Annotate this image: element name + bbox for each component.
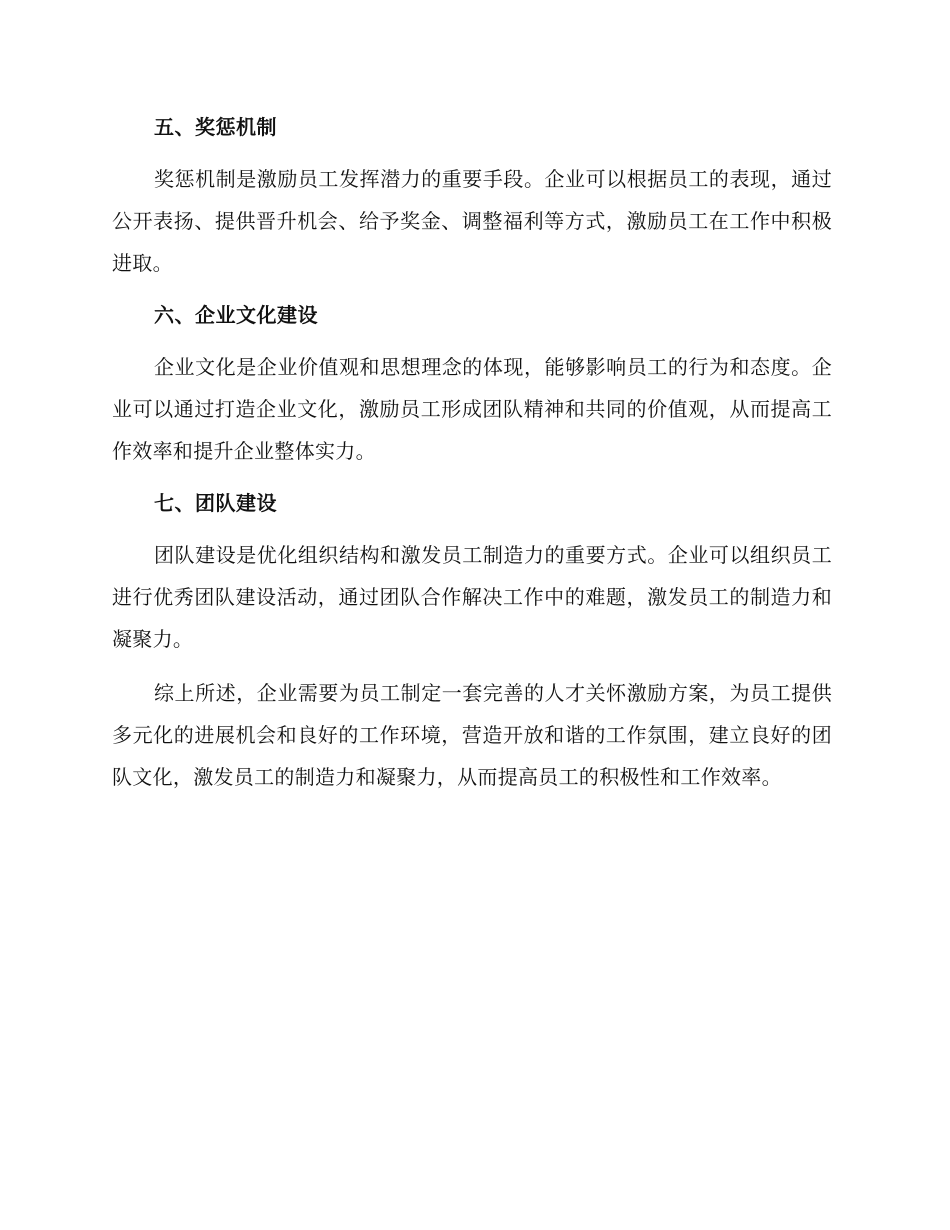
section-heading-rewards: 五、奖惩机制 [154, 115, 277, 139]
section-paragraph-culture: 企业文化是企业价值观和思想理念的体现，能够影响员工的行为和态度。企业可以通过打造企业文化，激励员工形成团队精神和共同的价值观，从而提高工作效率和提升企业整体实力。 [112, 355, 832, 463]
section-paragraph-rewards: 奖惩机制是激励员工发挥潜力的重要手段。企业可以根据员工的表现，通过公开表扬、提供晋升机会、给予奖金、调整福利等方式，激励员工在工作中积极进取。 [112, 167, 832, 275]
conclusion-paragraph: 综上所述，企业需要为员工制定一套完善的人才关怀激励方案，为员工提供多元化的进展机会和良好的工作环境，营造开放和谐的工作氛围，建立良好的团队文化，激发员工的制造力和凝聚力，从而提高员工的积极性和工作效率。 [112, 681, 832, 789]
document-page [112, 108, 832, 798]
section-heading-team: 七、团队建设 [154, 491, 277, 515]
section-paragraph-team: 团队建设是优化组织结构和激发员工制造力的重要方式。企业可以组织员工进行优秀团队建设活动，通过团队合作解决工作中的难题，激发员工的制造力和凝聚力。 [112, 543, 832, 651]
section-heading-culture: 六、企业文化建设 [154, 303, 318, 327]
